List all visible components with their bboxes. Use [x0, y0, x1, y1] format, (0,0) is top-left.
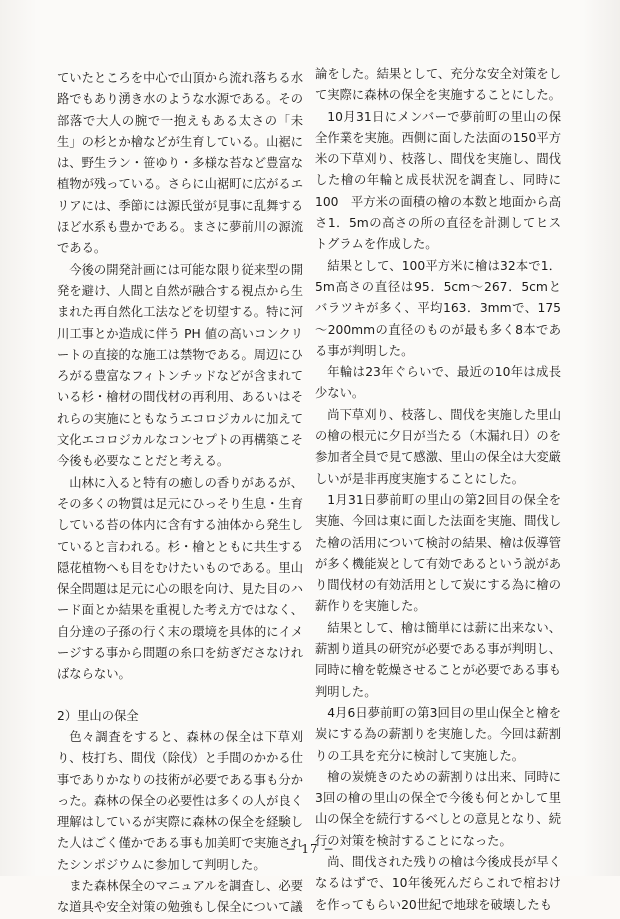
paragraph: また森林保全のマニュアルを調査し、必要な道具や安全対策の勉強もし保全について議	[57, 878, 303, 915]
paragraph: 尚下草刈り、枝落し、間伐を実施した里山の檜の根元に夕日が当たる（木漏れ日）のを参加者全員で見て感激、里山の保全は大変厳しいが是非再度実施することにした。	[315, 407, 561, 486]
paragraph: 結果として、100平方米に檜は32本で1．5m高さの直径は95．5cm～267．5cmとバラツキが多く、平均163．3mmで、175～200mmの直径のものが最も多く8本である事が判明した。	[315, 258, 561, 358]
paragraph: 10月31日にメンバーで夢前町の里山の保全作業を実施。西側に面した法面の150平方米の下草刈り、枝落し、間伐を実施し、間伐した檜の年輪と成長状況を調査し、同時に100 平方米の面積の檜の本数と地面から高さ1．5mの高さの所の直径を計測してヒストグラムを作成した。	[315, 109, 561, 252]
left-column	[57, 68, 303, 919]
section-heading: 2）里山の保全	[57, 708, 139, 723]
paragraph: 論をした。結果として、充分な安全対策をして実際に森林の保全を実施することにした。	[315, 67, 561, 103]
paragraph: ていたところを中心で山頂から流れ落ちる水路でもあり湧き水のような水源である。その部落で大人の腕で一抱えもある太さの「未生」の杉とか檜などが生育している。山裾には、野生ラン・笹ゆり・多様な苔など豊富な植物が残っている。さらに山裾町に広がるエリアには、季節には源氏蛍が見事に乱舞するほど水系も豊かである。まさに夢前川の源流である。	[57, 71, 303, 256]
spacer	[57, 686, 303, 706]
paragraph: 今後の開発計画には可能な限り従来型の開発を避け、人間と自然が融合する視点から生まれた再自然化工法などを切望する。特に河川工事とか造成に伴う PH 値の高いコンクリートの直接的な施工は禁物である。周辺にひろがる豊富なフィトンチッドなどが含まれている杉・檜材の間伐材の再利用、あるいはそれらの実施にともなうエコロジカルに加えて文化エコロジカルなコンセプトの再構築こそ今後も必要なことだと考える。	[57, 262, 303, 469]
right-column	[315, 64, 561, 916]
paragraph: 1月31日夢前町の里山の第2回目の保全を実施、今回は東に面した法面を実施、間伐した檜の活用について検討の結果、檜は仮導管が多く機能炭として有効であるという説があり間伐材の有効活用として炭にする為に檜の薪作りを実施した。	[315, 492, 561, 614]
paragraph: 色々調査をすると、森林の保全は下草刈り、枝打ち、間伐（除伐）と手間のかかる仕事でありかなりの技術が必要である事も分かった。森林の保全の必要性は多くの人が良く理解はしているが実際に森林の保全を経験した人はごく僅かである事も加美町で実施されたシンポジウムに参加して判明した。	[57, 729, 303, 872]
paragraph: 結果として、檜は簡単には薪に出来ない、薪割り道具の研究が必要である事が判明し、同時に檜を乾燥させることが必要である事も判明した。	[315, 620, 561, 699]
paragraph: 山林に入ると特有の癒しの香りがあるが、その多くの物質は足元にひっそり生息・生育している苔の体内に含有する油体から発生していると言われる。杉・檜とともに共生する隠花植物へも目をむけたいものである。里山保全問題は足元に心の眼を向け、見た目のハード面とか結果を重視した考え方ではなく、自分達の子孫の行く末の環境を具体的にイメージする事から問題の糸口を紡ぎださなければならない。	[57, 475, 303, 682]
paragraph: 尚、間伐された残りの檜は今後成長が早くなるはずで、10年後死んだらこれで棺おけを作ってもらい20世紀で地球を破壊したも	[315, 854, 561, 912]
paragraph: 4月6日夢前町の第3回目の里山保全と檜を炭にする為の薪割りを実施した。今回は薪割りの工具を充分に検討して実施した。	[315, 705, 561, 763]
page-number: − 17 −	[285, 842, 335, 856]
paragraph: 檜の炭焼きのための薪割りは出来、同時に3回の檜の里山の保全で今後も何とかして里山の保全を続行するべしとの意見となり、続行の対策を検討することになった。	[315, 769, 561, 848]
paragraph: 年輪は23年ぐらいで、最近の10年は成長少ない。	[315, 365, 561, 401]
